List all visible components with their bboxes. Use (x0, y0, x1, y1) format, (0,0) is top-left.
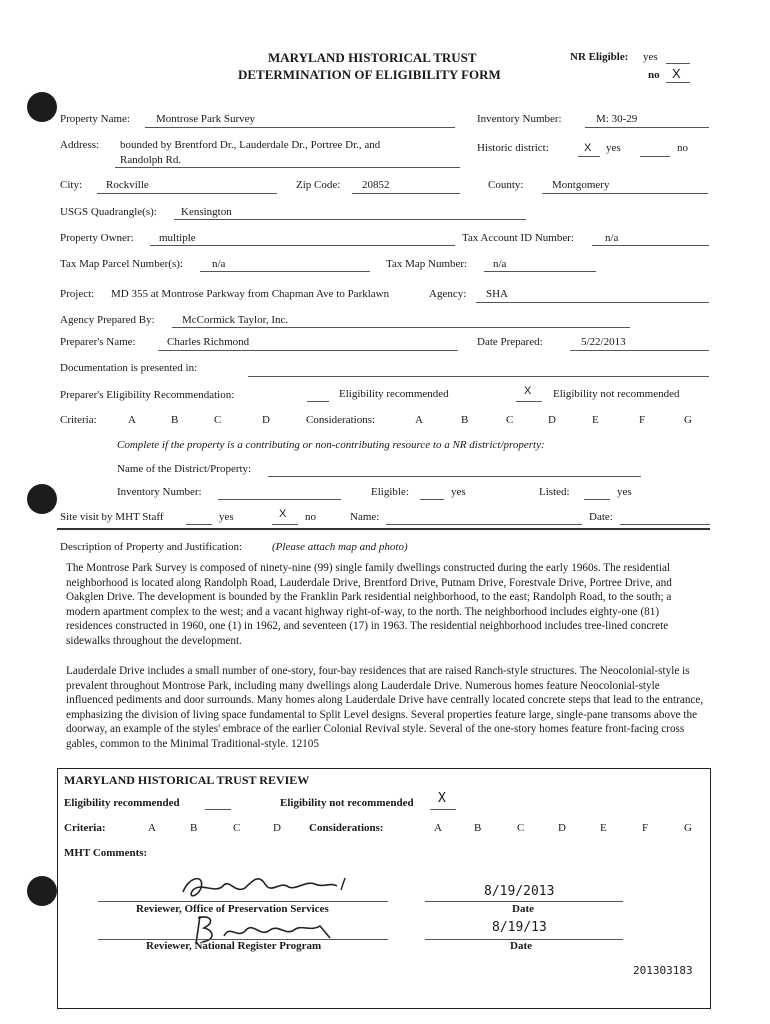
reviewer1-line (98, 901, 388, 902)
site-visit-yes: yes (219, 511, 234, 523)
nr-no-mark: X (672, 66, 681, 81)
consideration-e: E (592, 414, 599, 426)
date-prepared-value: 5/22/2013 (581, 336, 626, 348)
section-divider (57, 528, 710, 530)
consideration-f: F (639, 414, 646, 426)
city-value: Rockville (106, 179, 149, 191)
site-visit-date-label: Date: (589, 511, 613, 523)
district-inventory-line (218, 499, 341, 500)
district-name-label: Name of the District/Property: (117, 463, 252, 475)
review-consideration-b: B (474, 822, 482, 834)
review-criteria-c: C (233, 822, 241, 834)
historic-no-label: no (677, 142, 688, 154)
criteria-a: A (128, 414, 136, 426)
review-criteria-d: D (273, 822, 281, 834)
city-line (97, 193, 277, 194)
owner-label: Property Owner: (60, 232, 134, 244)
site-visit-date-line (620, 524, 710, 525)
district-inventory-label: Inventory Number: (117, 486, 202, 498)
review-consideration-c: C (517, 822, 525, 834)
consideration-a: A (415, 414, 423, 426)
date-prepared-label: Date Prepared: (477, 336, 543, 348)
owner-line (150, 245, 455, 246)
description-note: (Please attach map and photo) (272, 541, 408, 553)
address-line1: bounded by Brentford Dr., Lauderdale Dr., Portree Dr., and (120, 139, 381, 151)
district-listed-yes: yes (617, 486, 632, 498)
county-value: Montgomery (552, 179, 610, 191)
historic-yes-line (578, 156, 600, 157)
inventory-number-label: Inventory Number: (477, 113, 562, 125)
punch-hole-bottom (27, 876, 57, 906)
reviewer2-label: Reviewer, National Register Program (146, 940, 322, 952)
review-date1-line (425, 901, 623, 902)
district-name-line (268, 476, 641, 477)
criteria-d: D (262, 414, 270, 426)
property-name-value: Montrose Park Survey (156, 113, 255, 125)
criteria-c: C (214, 414, 222, 426)
district-eligible-yes: yes (451, 486, 466, 498)
tax-account-line (592, 245, 709, 246)
address-line2: Randolph Rd. (120, 154, 182, 166)
nr-no-line (666, 82, 690, 83)
review-considerations-label: Considerations: (309, 822, 384, 834)
form-title-line2: DETERMINATION OF ELIGIBILITY FORM (238, 67, 501, 82)
tax-map-label: Tax Map Number: (386, 258, 468, 270)
parcel-line (200, 271, 370, 272)
punch-hole-middle (27, 484, 57, 514)
property-name-label: Property Name: (60, 113, 130, 125)
review-consideration-e: E (600, 822, 607, 834)
site-visit-mark: X (279, 508, 287, 520)
documentation-label: Documentation is presented in: (60, 362, 198, 374)
zip-value: 20852 (362, 179, 390, 191)
district-instruction: Complete if the property is a contributing or non-contributing resource to a NR district/property: (117, 439, 545, 451)
preparer-line (158, 350, 458, 351)
review-consideration-d: D (558, 822, 566, 834)
review-criteria-b: B (190, 822, 198, 834)
review-title: MARYLAND HISTORICAL TRUST REVIEW (64, 773, 310, 787)
nr-yes-line (666, 63, 690, 64)
prepared-by-line (172, 327, 630, 328)
site-visit-yes-line (186, 524, 212, 525)
review-date2-label: Date (510, 940, 532, 952)
district-eligible-line (420, 499, 444, 500)
not-eligible-line (516, 401, 542, 402)
city-label: City: (60, 179, 83, 191)
tax-account-value: n/a (605, 232, 619, 244)
address-line (115, 167, 460, 168)
county-line (542, 193, 708, 194)
review-consideration-f: F (642, 822, 649, 834)
district-listed-label: Listed: (539, 486, 570, 498)
address-label: Address: (60, 139, 100, 151)
historic-district-label: Historic district: (477, 142, 549, 154)
criteria-label: Criteria: (60, 414, 97, 426)
review-consideration-g: G (684, 822, 692, 834)
project-value: MD 355 at Montrose Parkway from Chapman Ave to Parklawn (111, 288, 390, 300)
description-paragraph-1: The Montrose Park Survey is composed of ninety-nine (99) single family dwellings constructed during the early 1960s. The residential neighborhood is located along Randolph Road, Lauderdale Drive, Brentford Drive, Putnam Drive, Forestvale Drive, Portree Drive, and Oakglen Drive. The development is bounded by the Franklin Park residential neighborhood, to the east; Randolph Road, to the south; a modern apartment complex to the west; and a vacant highway right-of-way, to the north. The neighborhood includes eighty-one (81) residences constructed in 1960, one (1) in 1962, and seventeen (17) in 1963. The residential neighborhood includes tree-lined concrete sidewalks throughout the development. (66, 562, 672, 647)
review-date2-value: 8/19/13 (492, 920, 547, 935)
not-eligible-mark: X (524, 385, 532, 397)
prepared-by-label: Agency Prepared By: (60, 314, 155, 326)
district-listed-line (584, 499, 610, 500)
property-name-line (145, 127, 455, 128)
review-criteria-label: Criteria: (64, 822, 106, 834)
review-date1-label: Date (512, 903, 534, 915)
district-eligible-label: Eligible: (371, 486, 409, 498)
documentation-line (248, 376, 709, 377)
historic-yes-label: yes (606, 142, 621, 154)
site-visit-no: no (305, 511, 316, 523)
consideration-c: C (506, 414, 514, 426)
mht-comments-label: MHT Comments: (64, 847, 148, 859)
reviewer1-signature (175, 868, 365, 904)
preparer-label: Preparer's Name: (60, 336, 136, 348)
consideration-g: G (684, 414, 692, 426)
nr-eligible-label: NR Eligible: (570, 51, 629, 63)
nr-yes-label: yes (643, 51, 658, 63)
eligible-recommended-label: Eligibility recommended (339, 388, 449, 400)
nr-no-label: no (648, 69, 660, 81)
tax-map-line (484, 271, 596, 272)
consideration-b: B (461, 414, 469, 426)
site-visit-label: Site visit by MHT Staff (60, 511, 164, 523)
consideration-d: D (548, 414, 556, 426)
review-not-eligible-line (430, 809, 456, 810)
considerations-label: Considerations: (306, 414, 376, 426)
tax-map-value: n/a (493, 258, 507, 270)
zip-label: Zip Code: (296, 179, 341, 191)
site-visit-no-line (272, 524, 298, 525)
agency-label: Agency: (429, 288, 467, 300)
eligible-line (307, 401, 329, 402)
usgs-line (174, 219, 526, 220)
inventory-number-line (585, 127, 709, 128)
recommendation-label: Preparer's Eligibility Recommendation: (60, 389, 235, 401)
site-visit-name-label: Name: (350, 511, 380, 523)
site-visit-name-line (386, 524, 582, 525)
project-label: Project: (60, 288, 95, 300)
county-label: County: (488, 179, 524, 191)
parcel-value: n/a (212, 258, 226, 270)
date-prepared-line (570, 350, 709, 351)
inventory-number-value: M: 30-29 (596, 113, 638, 125)
form-title-line1: MARYLAND HISTORICAL TRUST (268, 50, 477, 65)
historic-district-mark: X (584, 142, 592, 154)
review-eligible-label: Eligibility recommended (64, 797, 180, 809)
tax-account-label: Tax Account ID Number: (462, 232, 574, 244)
reviewer1-label: Reviewer, Office of Preservation Services (136, 903, 329, 915)
criteria-b: B (171, 414, 179, 426)
description-label: Description of Property and Justification: (60, 541, 243, 553)
review-consideration-a: A (434, 822, 442, 834)
review-criteria-a: A (148, 822, 156, 834)
agency-value: SHA (486, 288, 509, 300)
review-date1-value: 8/19/2013 (484, 884, 555, 899)
review-not-eligible-label: Eligibility not recommended (280, 797, 414, 809)
document-stamp: 201303183 (633, 964, 693, 977)
not-eligible-label: Eligibility not recommended (553, 388, 680, 400)
historic-no-line (640, 156, 670, 157)
agency-line (476, 302, 709, 303)
owner-value: multiple (159, 232, 196, 244)
prepared-by-value: McCormick Taylor, Inc. (182, 314, 289, 326)
zip-line (352, 193, 460, 194)
description-paragraph-2: Lauderdale Drive includes a small number of one-story, four-bay residences that are raised Ranch-style structures. The Neocolonial-style is prevalent throughout Montrose Park, including many dwellings along Lauderdale Drive. Numerous homes feature Neocolonial-style influenced pediments and door surrounds. Many homes along Lauderdale Drive have centrally located concrete steps that lead to the entrance, emphasizing the division of living space fundamental to Split Level designs. Several properties feature large, single-pane transoms above the doorway, an example of the styles' embrace of the earlier Colonial Revival style. Several of the one-story homes feature front-facing cross gables, common to the Minimal Traditional-style. 12105 (66, 665, 704, 750)
usgs-label: USGS Quadrangle(s): (60, 206, 157, 218)
usgs-value: Kensington (181, 206, 232, 218)
preparer-value: Charles Richmond (167, 336, 250, 348)
review-eligible-line (205, 809, 231, 810)
review-not-eligible-mark: X (438, 791, 446, 806)
parcel-label: Tax Map Parcel Number(s): (60, 258, 183, 270)
punch-hole-top (27, 92, 57, 122)
